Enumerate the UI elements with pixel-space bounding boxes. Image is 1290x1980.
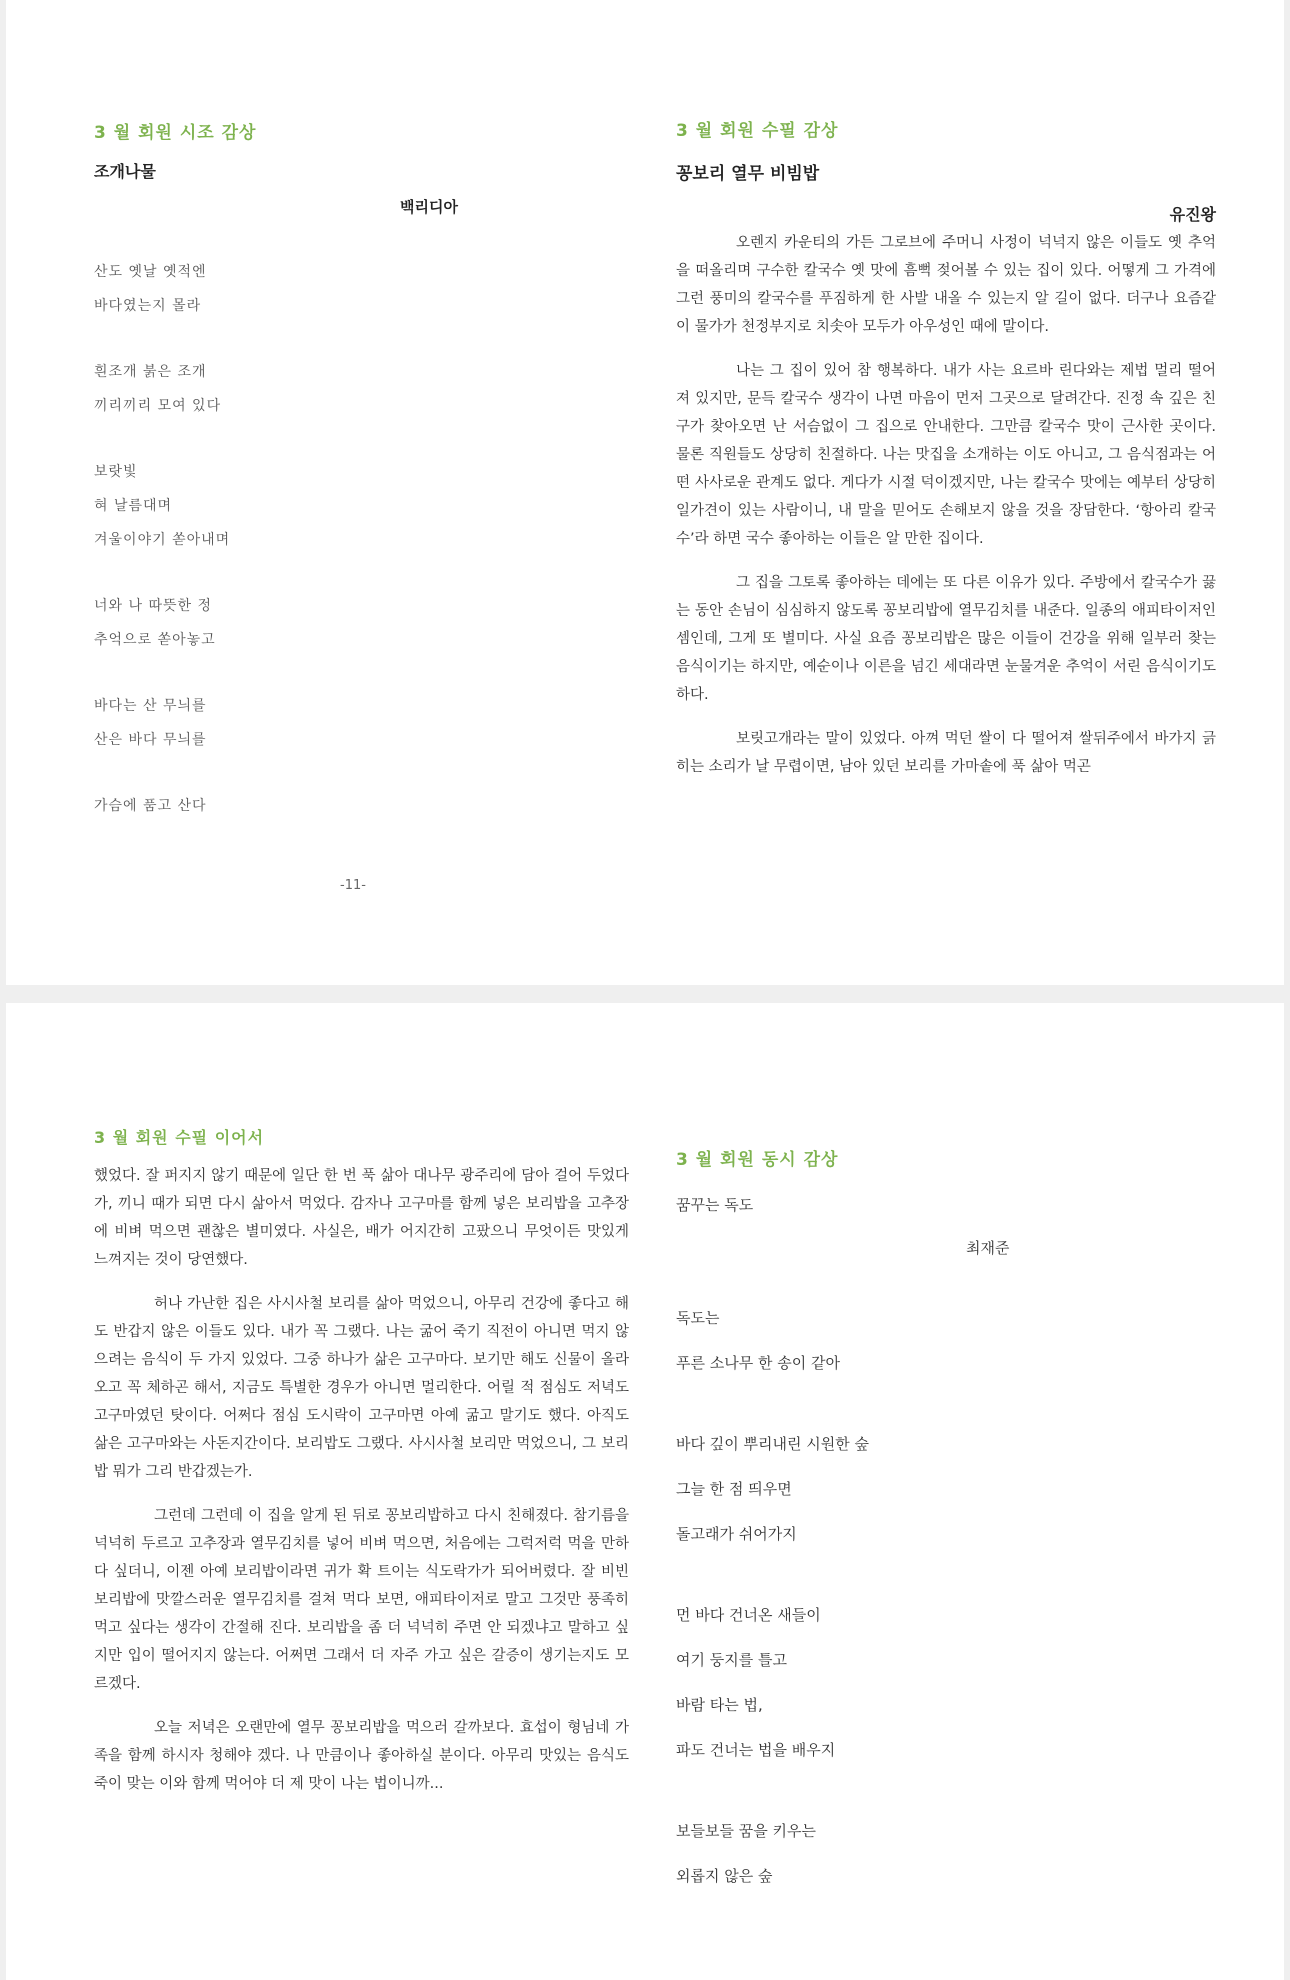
page-top [6,0,1284,985]
poem-line: 보들보들 꿈을 키우는 [676,1822,816,1840]
essay-paragraph: 했었다. 잘 퍼지지 않기 때문에 일단 한 번 푹 삶아 대나무 광주리에 담아 걸어 두었다가, 끼니 때가 되면 다시 삶아서 먹었다. 감자나 고구마를 함께 넣은 보리밥을 고추장에 비벼 먹으면 괜찮은 별미였다. 사실은, 배가 어지간히 고팠으니 무엇이든 맛있게 느껴지는 것이 당연했다. [94,1168,629,1268]
essay-paragraph: 그 집을 그토록 좋아하는 데에는 또 다른 이유가 있다. 주방에서 칼국수가 끓는 동안 손님이 심심하지 않도록 꽁보리밥에 열무김치를 내준다. 일종의 애피타이저인 셈인데, 그게 또 별미다. 사실 요즘 꽁보리밥은 많은 이들이 건강을 위해 일부러 찾는 음식이기는 하지만, 예순이나 이른을 넘긴 세대라면 눈물겨운 추억이 서린 음식이기도 하다. [676,575,1216,703]
children-poem [676,1296,1216,1899]
children-poem-section [676,1145,1216,1899]
page-number: -11- [340,878,366,893]
poem-line: 돌고래가 쉬어가지 [676,1525,797,1543]
poem-line: 너와 나 따뜻한 정 [94,598,213,614]
essay-continued-body [94,1162,629,1798]
essay-section [676,116,1216,797]
essay-continued-heading: 3 월 회원 수필 이어서 [94,1128,265,1147]
poem-line: 바다였는지 몰라 [94,298,202,314]
children-poem-title: 꿈꾸는 독도 [676,1196,754,1214]
sijo-heading: 3 월 회원 시조 감상 [94,123,257,143]
essay-continued-section [94,1125,629,1814]
essay-body [676,229,1216,781]
essay-paragraph: 나는 그 집이 있어 참 행복하다. 내가 사는 요르바 린다와는 제법 멀리 떨어져 있지만, 문득 칼국수 생각이 나면 마음이 먼저 그곳으로 달려간다. 진정 속 깊은 친구가 찾아오면 난 서슴없이 그 집으로 안내한다. 그만큼 칼국수 맛이 근사한 곳이다. 물론 직원들도 상당히 친절하다. 나는 맛집을 소개하는 이도 아니고, 그 음식점과는 어떤 사사로운 관계도 없다. 게다가 시절 덕이겠지만, 나는 칼국수 맛에는 예부터 상당히 일가견이 있는 사람이니, 내 말을 믿어도 손해보지 않을 것을 장담한다. ‘항아리 칼국수’라 하면 국수 좋아하는 이들은 알 만한 집이다. [676,363,1216,547]
poem-line: 여기 둥지를 틀고 [676,1651,787,1669]
essay-paragraph: 그런데 그런데 이 집을 알게 된 뒤로 꽁보리밥하고 다시 친해졌다. 참기름을 넉넉히 두르고 고추장과 열무김치를 넣어 비벼 먹으면, 처음에는 그럭저럭 먹을 만하다 싶더니, 이젠 아예 보리밥이라면 귀가 확 트이는 식도락가가 되어버렸다. 잘 비빈 보리밥에 맛깔스러운 열무김치를 걸쳐 먹다 보면, 애피타이저로 말고 그것만 풍족히 먹고 싶다는 생각이 간절해 진다. 보리밥을 좀 더 넉넉히 주면 안 되겠냐고 말하고 싶지만 입이 떨어지지 않는다. 어쩌면 그래서 더 자주 가고 싶은 갈증이 생기는지도 모르겠다. [94,1508,629,1692]
poem-line: 흰조개 붉은 조개 [94,364,207,380]
poem-line: 산도 옛날 옛적엔 [94,264,207,280]
poem-line: 먼 바다 건너온 새들이 [676,1606,821,1624]
stanza [676,1593,1216,1773]
children-poem-heading: 3 월 회원 동시 감상 [676,1150,839,1170]
stanza [676,1809,1216,1899]
poem-line: 겨울이야기 쏟아내며 [94,532,231,548]
sijo-title: 조개나물 [94,162,156,181]
poem-line: 끼리끼리 모여 있다 [94,398,222,414]
poem-line: 바다 깊이 뿌리내린 시원한 숲 [676,1435,869,1453]
poem-line: 추억으로 쏟아놓고 [94,632,216,648]
stanza [94,589,394,657]
poem-line: 바다는 산 무늬를 [94,698,207,714]
sijo-poem [94,255,394,823]
stanza [94,255,394,323]
stanza [94,789,394,823]
poem-line: 바람 타는 법, [676,1696,763,1714]
stanza [676,1422,1216,1557]
sijo-section: 3 월 회원 시조 감상 조개나물 백리디아 산도 옛날 옛적엔 바다였는지 몰라 흰조개 붉은 조개 끼리끼리 모여 있다 보랏빛 혀 날름대며 겨울이야기 쏟아내며 너와 나 따뜻한 정 추억으로 쏟아놓고 바다는 산 무늬를 산은 바다 무늬를 가슴에 품고 산다 [94,118,394,823]
poem-line: 보랏빛 [94,464,138,480]
poem-line: 푸른 소나무 한 송이 같아 [676,1354,840,1372]
essay-heading: 3 월 회원 수필 감상 [676,121,839,141]
poem-line: 외롭지 않은 숲 [676,1867,773,1885]
poem-line: 가슴에 품고 산다 [94,798,207,814]
essay-title: 꽁보리 열무 비빔밥 [676,164,820,184]
essay-paragraph: 허나 가난한 집은 사시사철 보리를 삶아 먹었으니, 아무리 건강에 좋다고 해도 반갑지 않은 이들도 있다. 내가 꼭 그랬다. 나는 굶어 죽기 직전이 아니면 먹지 않으려는 음식이 두 가지 있었다. 그중 하나가 삶은 고구마다. 보기만 해도 신물이 올라오고 꼭 체하곤 해서, 지금도 특별한 경우가 아니면 멀리한다. 어릴 적 점심도 저녁도 고구마였던 탓이다. 어쩌다 점심 도시락이 고구마면 아예 굶고 말기도 했다. 아직도 삶은 고구마와는 사돈지간이다. 보리밥도 그랬다. 사시사철 보리만 먹었으니, 그 보리밥 뭐가 그리 반갑겠는가. [94,1296,629,1480]
stanza [94,355,394,423]
stanza [676,1296,1216,1386]
stanza [94,689,394,757]
poem-line: 산은 바다 무늬를 [94,732,207,748]
essay-author: 유진왕 [1169,205,1216,224]
poem-line: 혀 날름대며 [94,498,173,514]
stanza [94,455,394,557]
essay-paragraph: 오늘 저녁은 오랜만에 열무 꽁보리밥을 먹으러 갈까보다. 효섭이 형님네 가족을 함께 하시자 청해야 겠다. 나 만큼이나 좋아하실 분이다. 아무리 맛있는 음식도 죽이 맞는 이와 함께 먹어야 더 제 맛이 나는 법이니까... [94,1720,629,1792]
essay-paragraph: 보릿고개라는 말이 있었다. 아껴 먹던 쌀이 다 떨어져 쌀뒤주에서 바가지 긁히는 소리가 날 무렵이면, 남아 있던 보리를 가마솥에 푹 삶아 먹곤 [676,731,1216,775]
page-bottom [6,1003,1284,1980]
poem-line: 그늘 한 점 띄우면 [676,1480,792,1498]
poem-line: 파도 건너는 법을 배우지 [676,1741,836,1759]
children-poem-author: 최재준 [966,1239,1010,1257]
poem-line: 독도는 [676,1309,720,1327]
essay-paragraph: 오렌지 카운티의 가든 그로브에 주머니 사정이 넉넉지 않은 이들도 옛 추억을 떠올리며 구수한 칼국수 옛 맛에 흠뻑 젖어볼 수 있는 집이 있다. 어떻게 그 가격에 그런 풍미의 칼국수를 푸짐하게 한 사발 내올 수 있는지 알 길이 없다. 더구나 요즘같이 물가가 천정부지로 치솟아 모두가 아우성인 때에 말이다. [676,235,1216,335]
